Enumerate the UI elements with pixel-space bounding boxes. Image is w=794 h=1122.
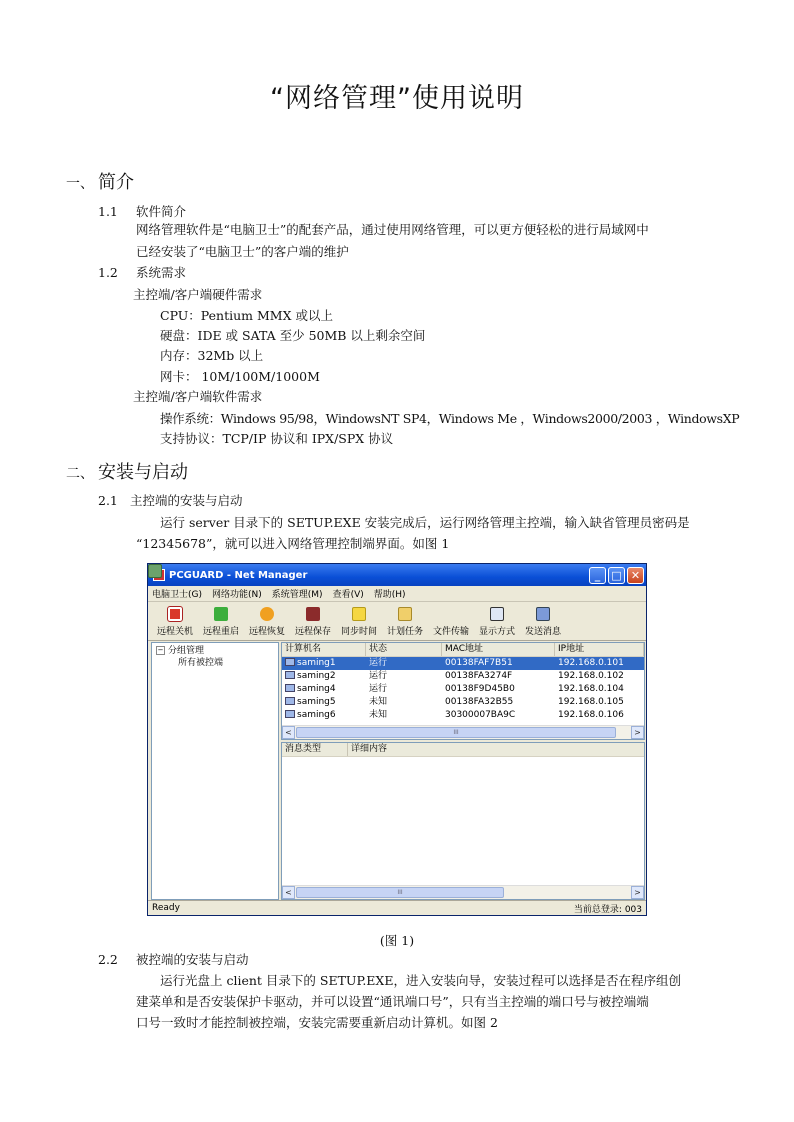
subsection-2-1-title: 主控端的安装与启动 [130, 493, 243, 508]
subsection-1-1-number: 1.1 [98, 204, 118, 219]
message-list-header [282, 743, 644, 757]
table-row[interactable] [282, 657, 644, 670]
subsection-2-1-number: 2.1 [98, 493, 118, 508]
computer-icon [285, 710, 295, 718]
cell-mac: 00138FA32B55 [445, 697, 514, 707]
subsection-1-1-title: 软件简介 [136, 204, 187, 219]
paragraph-line: 口号一致时才能控制被控端，安装完需要重新启动计算机。如图 2 [136, 1015, 498, 1030]
cpu-requirement: CPU：Pentium MMX 或以上 [160, 308, 333, 323]
cell-ip: 192.168.0.102 [558, 671, 624, 681]
table-row[interactable] [282, 709, 644, 722]
scroll-thumb[interactable]: III [296, 887, 504, 898]
window-title: PCGUARD - Net Manager [169, 569, 308, 581]
menu-view[interactable]: 查看(V) [332, 590, 364, 600]
cell-ip: 192.168.0.105 [558, 697, 624, 707]
paragraph-line: 运行光盘上 client 目录下的 SETUP.EXE，进入安装向导，安装过程可以选择是否在程序组创 [160, 973, 681, 988]
message-icon [536, 607, 550, 621]
toolbar-label: 远程重启 [202, 627, 239, 637]
column-header-detail[interactable]: 详细内容 [351, 744, 388, 754]
paragraph-line: 已经安装了“电脑卫士”的客户端的维护 [136, 244, 349, 259]
section-1-title: 简介 [98, 172, 134, 193]
remote-restart-button[interactable] [198, 602, 244, 640]
memory-requirement: 内存：32Mb 以上 [160, 348, 264, 363]
client-list [281, 642, 645, 740]
computer-icon [285, 684, 295, 692]
subsection-2-1-heading [98, 492, 243, 510]
minimize-button[interactable]: _ [589, 567, 606, 584]
display-mode-button[interactable] [474, 602, 520, 640]
cell-ip: 192.168.0.104 [558, 684, 624, 694]
file-transfer-icon [148, 564, 162, 578]
menu-network[interactable]: 网络功能(N) [212, 590, 262, 600]
client-list-header [282, 643, 644, 657]
cell-status: 运行 [369, 671, 388, 681]
toolbar-label: 显示方式 [478, 627, 515, 637]
horizontal-scrollbar[interactable] [282, 885, 644, 899]
subsection-2-2-heading [98, 951, 249, 969]
paragraph-line: 建菜单和是否安装保护卡驱动，并可以设置“通讯端口号”，只有当主控端的端口号与被控端端 [136, 994, 649, 1009]
cell-name: saming4 [297, 684, 336, 694]
cell-ip: 192.168.0.101 [558, 658, 624, 668]
cell-mac: 30300007BA9C [445, 710, 516, 720]
cell-status: 运行 [369, 658, 388, 668]
toolbar-label: 发送消息 [524, 627, 561, 637]
scroll-left-button[interactable]: < [282, 726, 295, 739]
horizontal-scrollbar[interactable] [282, 725, 644, 739]
os-requirement: 操作系统：Windows 95/98，WindowsNT SP4，Windows Me ，Windows2000/2003 ，WindowsXP [160, 411, 740, 426]
toolbar-label: 远程恢复 [248, 627, 285, 637]
scroll-left-button[interactable]: < [282, 886, 295, 899]
remote-restore-button[interactable] [244, 602, 290, 640]
net-manager-screenshot [147, 563, 647, 916]
menubar [148, 586, 646, 602]
disk-requirement: 硬盘：IDE 或 SATA 至少 50MB 以上剩余空间 [160, 328, 426, 343]
figure-caption: (图 1) [379, 933, 415, 948]
main-area [149, 640, 645, 902]
subsection-1-2-title: 系统需求 [136, 265, 187, 280]
column-header-message-type[interactable]: 消息类型 [282, 743, 348, 756]
task-icon [398, 607, 412, 621]
column-header-ip[interactable]: IP地址 [555, 643, 644, 656]
remote-shutdown-button[interactable] [152, 602, 198, 640]
send-message-button[interactable] [520, 602, 566, 640]
sync-time-button[interactable] [336, 602, 382, 640]
tree-root[interactable] [156, 645, 274, 657]
computer-icon [285, 658, 295, 666]
display-icon [490, 607, 504, 621]
collapse-toggle[interactable]: − [157, 646, 164, 654]
file-transfer-button[interactable] [428, 602, 474, 640]
computer-icon [285, 671, 295, 679]
subsection-2-2-number: 2.2 [98, 952, 118, 967]
cell-name: saming2 [297, 671, 336, 681]
cell-name: saming6 [297, 710, 336, 720]
hardware-requirements-title: 主控端/客户端硬件需求 [133, 287, 263, 302]
status-bar [148, 900, 646, 915]
tree-item-label: 所有被控端 [178, 658, 224, 668]
tree-root-label: 分组管理 [168, 646, 205, 656]
nic-requirement: 网卡： 10M/100M/1000M [160, 369, 320, 384]
scroll-right-button[interactable]: > [631, 886, 644, 899]
toolbar [148, 602, 646, 641]
page-title: “网络管理”使用说明 [270, 83, 524, 114]
window-titlebar [148, 564, 646, 586]
table-row[interactable] [282, 683, 644, 696]
section-2-number: 二、 [66, 466, 94, 482]
section-2-heading [66, 458, 188, 484]
close-button[interactable]: ✕ [627, 567, 644, 584]
tree-item-all-clients[interactable] [156, 657, 274, 669]
restart-icon [214, 607, 228, 621]
toolbar-label: 远程保存 [294, 627, 331, 637]
subsection-1-2-heading [98, 264, 186, 282]
section-1-heading [66, 168, 134, 194]
restore-icon [260, 607, 274, 621]
group-tree [151, 642, 279, 900]
paragraph-line: “12345678”，就可以进入网络管理控制端界面。如图 1 [136, 536, 450, 551]
section-2-title: 安装与启动 [98, 462, 188, 483]
paragraph-line: 网络管理软件是“电脑卫士”的配套产品，通过使用网络管理，可以更方便轻松的进行局域网中 [136, 222, 649, 237]
cell-ip: 192.168.0.106 [558, 710, 624, 720]
save-icon [306, 607, 320, 621]
toolbar-label: 远程关机 [156, 627, 193, 637]
protocol-requirement: 支持协议：TCP/IP 协议和 IPX/SPX 协议 [160, 431, 394, 446]
cell-name: saming5 [297, 697, 336, 707]
scroll-right-button[interactable]: > [631, 726, 644, 739]
subsection-1-2-number: 1.2 [98, 265, 118, 280]
cell-name: saming1 [297, 658, 336, 668]
cell-status: 未知 [369, 697, 388, 707]
table-row[interactable] [282, 696, 644, 709]
subsection-1-1-heading [98, 203, 186, 221]
cell-mac: 00138FA3274F [445, 671, 513, 681]
computer-icon [285, 697, 295, 705]
column-header-name[interactable]: 计算机名 [282, 643, 366, 656]
scheduled-task-button[interactable] [382, 602, 428, 640]
cell-mac: 00138F9D45B0 [445, 684, 515, 694]
toolbar-label: 计划任务 [386, 627, 423, 637]
message-list [281, 742, 645, 900]
remote-save-button[interactable] [290, 602, 336, 640]
toolbar-label: 文件传输 [432, 627, 469, 637]
status-login-count: 当前总登录: 003 [573, 904, 642, 915]
clock-icon [352, 607, 366, 621]
cell-status: 未知 [369, 710, 388, 720]
menu-help[interactable]: 帮助(H) [373, 590, 406, 600]
column-header-status[interactable]: 状态 [366, 643, 442, 656]
power-icon [168, 607, 182, 621]
status-ready: Ready [152, 903, 180, 913]
table-row[interactable] [282, 670, 644, 683]
toolbar-label: 同步时间 [340, 627, 377, 637]
subsection-2-2-title: 被控端的安装与启动 [136, 952, 249, 967]
scroll-thumb[interactable]: III [296, 727, 616, 738]
paragraph-line: 运行 server 目录下的 SETUP.EXE 安装完成后，运行网络管理主控端，输入缺省管理员密码是 [160, 515, 690, 530]
menu-system[interactable]: 系统管理(M) [271, 590, 323, 600]
maximize-button[interactable]: □ [608, 567, 625, 584]
menu-pcguard[interactable]: 电脑卫士(G) [152, 590, 202, 600]
software-requirements-title: 主控端/客户端软件需求 [133, 389, 263, 404]
column-header-mac[interactable]: MAC地址 [442, 643, 555, 656]
cell-mac: 00138FAF7B51 [445, 658, 513, 668]
cell-status: 运行 [369, 684, 388, 694]
section-1-number: 一、 [66, 176, 94, 192]
